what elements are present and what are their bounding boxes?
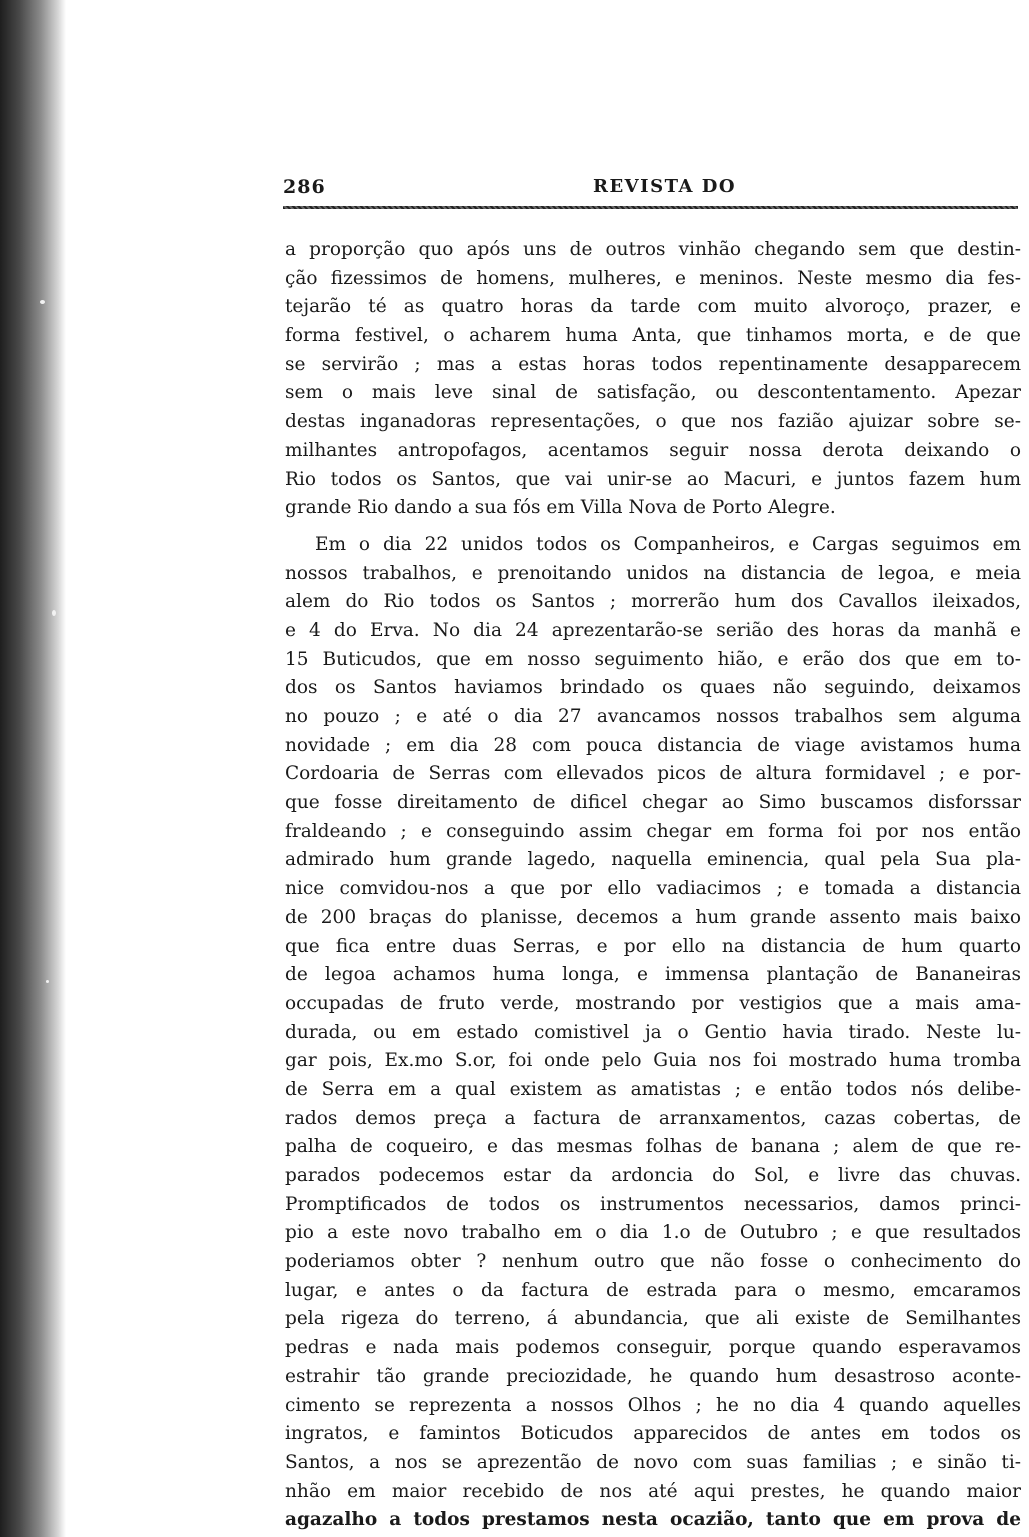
text-line: grande Rio dando a sua fós em Villa Nova de Porto Alegre. [285, 497, 836, 519]
text-line: durada, ou em estado comistivel ja o Gentio havia tirado. Neste lu- [285, 1021, 1021, 1043]
text-line: 15 Buticudos, que em nosso seguimento hião, e erão dos que em to- [285, 648, 1021, 670]
page-number: 286 [283, 176, 326, 198]
text-line: tejarão té as quatro horas da tarde com muito alvoroço, prazer, e [285, 296, 1021, 318]
text-line: dos os Santos haviamos brindado os quaes não seguindo, deixamos [285, 677, 1021, 699]
text-line: que fica entre duas Serras, e por ello na distancia de hum quarto [285, 935, 1021, 957]
text-line: Em o dia 22 unidos todos os Companheiros, e Cargas seguimos em [315, 533, 1021, 555]
text-line: novidade ; em dia 28 com pouca distancia de viage avistamos huma [285, 734, 1021, 756]
text-line: nossos trabalhos, e prenoitando unidos na distancia de legoa, e meia [285, 562, 1021, 584]
binding-speck [52, 610, 56, 616]
running-head [283, 176, 1018, 200]
paragraph-gap [285, 523, 1021, 531]
text-line: pedras e nada mais podemos conseguir, porque quando esperavamos [285, 1337, 1021, 1359]
journal-title: REVISTA DO [593, 176, 736, 197]
text-line: sem o mais leve sinal de satisfação, ou descontentamento. Apezar [285, 382, 1021, 404]
text-line: Rio todos os Santos, que vai unir-se ao Macuri, e juntos fazem hum [285, 468, 1021, 490]
text-line: poderiamos obter ? nenhum outro que não fosse o conhecimento do [285, 1251, 1021, 1273]
text-line: milhantes antropofagos, acentamos seguir nossa derota deixando o [285, 439, 1021, 461]
text-line: alem do Rio todos os Santos ; morrerão hum dos Cavallos ileixados, [285, 591, 1021, 613]
text-line: Santos, a nos se aprezentão de novo com suas familias ; e sinão ti- [285, 1451, 1021, 1473]
paragraph-2 [285, 531, 1021, 1535]
text-line: lugar, e antes o da factura de estrada para o mesmo, emcaramos [285, 1279, 1021, 1301]
text-line: agazalho a todos prestamos nesta ocazião, tanto que em prova de [285, 1509, 1021, 1531]
text-line: cimento se reprezenta a nossos Olhos ; he no dia 4 quando aquelles [285, 1394, 1021, 1416]
text-line: fraldeando ; e conseguindo assim chegar em forma foi por nos então [285, 820, 1021, 842]
text-line: parados podecemos estar da ardoncia do Sol, e livre das chuvas. [285, 1165, 1021, 1186]
text-line: e 4 do Erva. No dia 24 aprezentarão-se serião des horas da manhã e [285, 619, 1021, 641]
text-line: de 200 braças do planisse, decemos a hum grande assento mais baixo [285, 906, 1021, 928]
page-binding-shadow [0, 0, 66, 1537]
text-line: Cordoaria de Serras com ellevados picos de altura formidavel ; e por- [285, 763, 1021, 785]
text-line: Promptificados de todos os instrumentos necessarios, damos princi- [285, 1193, 1021, 1215]
text-line: nhão em maior recebido de nos até aqui prestes, he quando maior [285, 1480, 1021, 1502]
text-line: a proporção quo após uns de outros vinhão chegando sem que destin- [285, 239, 1021, 260]
text-line: palha de coqueiro, e das mesmas folhas de banana ; alem de que re- [285, 1136, 1021, 1158]
paragraph-1 [285, 236, 1021, 523]
text-line: gar pois, Ex.mo S.or, foi onde pelo Guia nos foi mostrado huma tromba [285, 1050, 1021, 1072]
text-line: estrahir tão grande preciozidade, he quando hum desastroso aconte- [285, 1365, 1021, 1387]
text-line: ção fizessimos de homens, mulheres, e meninos. Neste mesmo dia fes- [285, 267, 1021, 289]
text-line: de Serra em a qual existem as amatistas ; e então todos nós delibe- [285, 1078, 1021, 1100]
binding-speck [46, 980, 49, 983]
binding-speck [40, 300, 45, 304]
text-line: occupadas de fruto verde, mostrando por vestigios que a mais ama- [285, 992, 1021, 1014]
text-line: se servirão ; mas a estas horas todos repentinamente desapparecem [285, 353, 1021, 375]
text-line: nice comvidou-nos a que por ello vadiacimos ; e tomada a distancia [285, 878, 1021, 900]
text-line: rados demos preça a factura de arranxamentos, cazas cobertas, de [285, 1107, 1021, 1129]
text-line: no pouzo ; e até o dia 27 avancamos nossos trabalhos sem alguma [285, 706, 1021, 727]
text-line: pela rigeza do terreno, á abundancia, que ali existe de Semilhantes [285, 1308, 1021, 1330]
text-line: pio a este novo trabalho em o dia 1.o de Outubro ; e que resultados [285, 1222, 1021, 1244]
text-line: de legoa achamos huma longa, e immensa plantação de Bananeiras [285, 964, 1021, 986]
body-text [285, 236, 1021, 1535]
text-line: forma festivel, o acharem huma Anta, que tinhamos morta, e de que [285, 325, 1021, 347]
text-line: admirado hum grande lagedo, naquella eminencia, qual pela Sua pla- [285, 849, 1021, 871]
text-line: que fosse direitamento de dificel chegar ao Simo buscamos disforssar [285, 792, 1021, 814]
header-rule [283, 206, 1018, 209]
text-line: ingratos, e famintos Boticudos apparecidos de antes em todos os [285, 1423, 1021, 1445]
text-line: destas inganadoras representações, o que nos fazião ajuizar sobre se- [285, 411, 1021, 433]
